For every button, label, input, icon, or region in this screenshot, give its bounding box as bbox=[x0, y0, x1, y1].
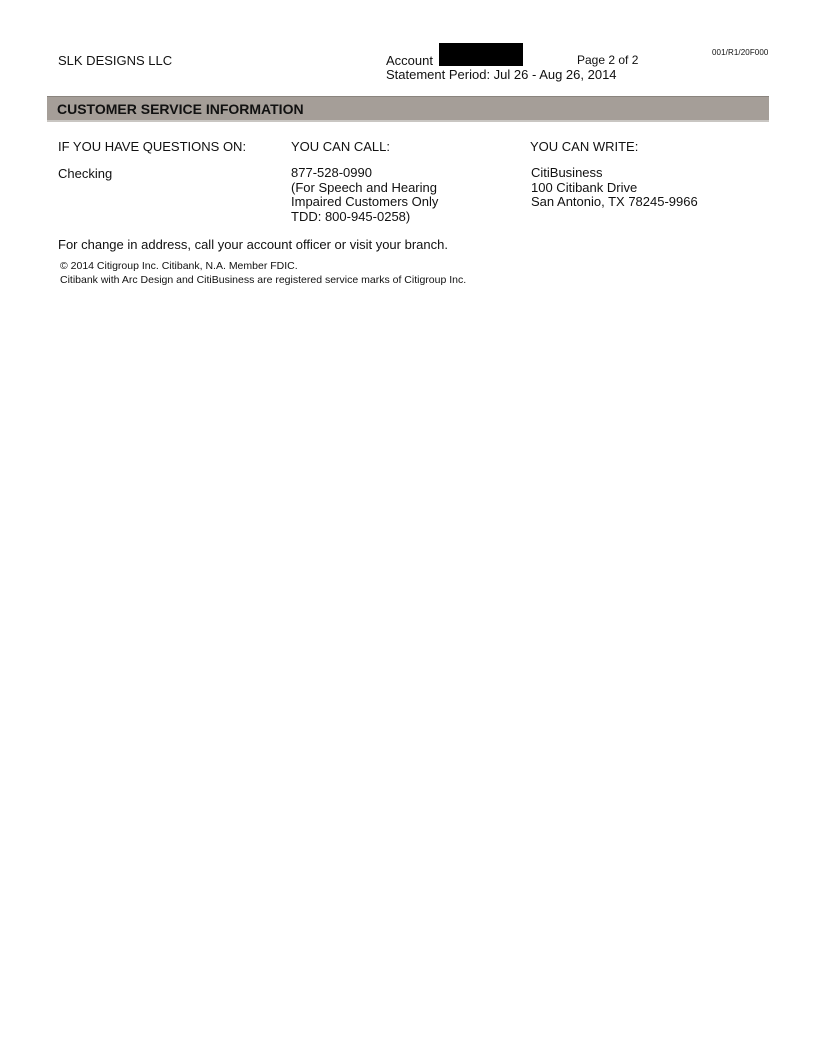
account-label: Account bbox=[386, 53, 433, 68]
column-header-write: YOU CAN WRITE: bbox=[530, 139, 639, 154]
trademark-notice: Citibank with Arc Design and CitiBusiness are registered service marks of Citigroup Inc. bbox=[60, 274, 467, 286]
question-topic: Checking bbox=[58, 166, 113, 181]
address-change-note: For change in address, call your account officer or visit your branch. bbox=[58, 237, 448, 252]
copyright-notice: © 2014 Citigroup Inc. Citibank, N.A. Member FDIC. bbox=[60, 260, 298, 272]
phone-note-line: (For Speech and Hearing bbox=[291, 179, 437, 195]
address-name: CitiBusiness bbox=[531, 165, 603, 180]
address-street: 100 Citibank Drive bbox=[531, 179, 638, 195]
company-name: SLK DESIGNS LLC bbox=[58, 53, 173, 68]
redacted-account-number bbox=[439, 43, 523, 66]
page-indicator: Page 2 of 2 bbox=[577, 53, 639, 67]
column-header-questions: IF YOU HAVE QUESTIONS ON: bbox=[58, 139, 247, 154]
address-city: San Antonio, TX 78245-9966 bbox=[531, 194, 698, 209]
phone-note-line: Impaired Customers Only bbox=[291, 194, 439, 209]
mailing-address-block bbox=[531, 166, 698, 210]
tdd-number: TDD: 800-945-0258) bbox=[291, 208, 411, 224]
section-title: CUSTOMER SERVICE INFORMATION bbox=[57, 101, 304, 117]
column-header-call: YOU CAN CALL: bbox=[291, 139, 390, 154]
section-header-band bbox=[47, 96, 769, 120]
phone-number: 877-528-0990 bbox=[291, 165, 372, 180]
statement-period: Statement Period: Jul 26 - Aug 26, 2014 bbox=[386, 67, 617, 82]
phone-contact-block bbox=[291, 166, 438, 224]
document-code: 001/R1/20F000 bbox=[712, 48, 769, 57]
